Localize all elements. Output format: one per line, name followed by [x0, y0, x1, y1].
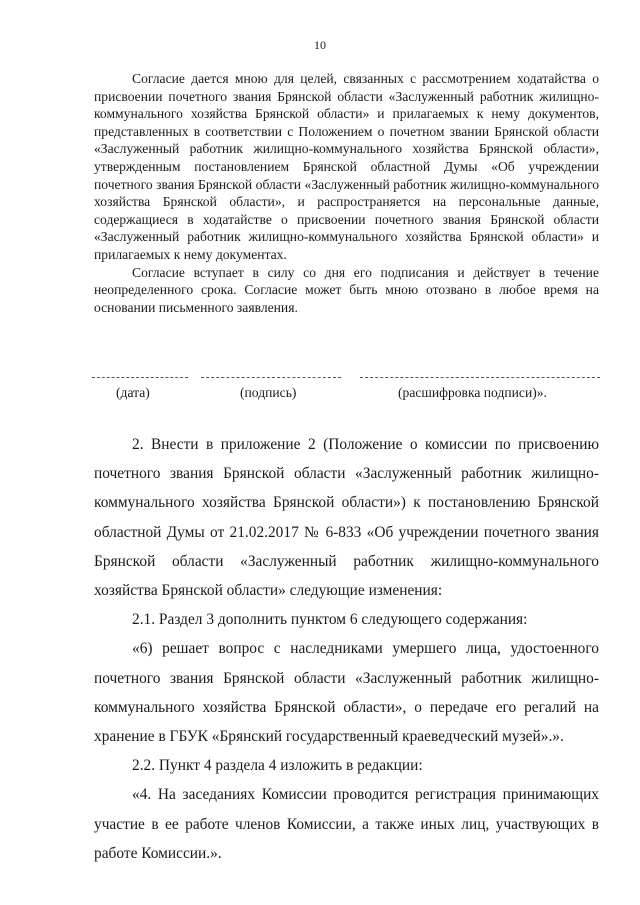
page-number: 10	[314, 38, 326, 52]
decryption-blank-line	[360, 377, 600, 378]
consent-paragraph-purpose: Согласие дается мною для целей, связанных с рассмотрением ходатайства о присвоении почетного звания Брянской области «Заслуженный работник жилищно-коммунального хозяйства Брянской области» и прилагаемых к нему документов, представленных в соответствии с Положением о почетном звании Брянской области «Заслуженный работник жилищно-коммунального хозяйства Брянской области», утвержденным постановлением Брянской областной Думы «Об учреждении почетного звания Брянской области «Заслуженный работник жилищно-коммунального хозяйства Брянской области», и распространяется на персональные данные, содержащиеся в ходатайстве о присвоении почетного звания Брянской области «Заслуженный работник жилищно-коммунального хозяйства Брянской области» и прилагаемых к нему документах.	[94, 71, 599, 262]
amendment-item-2: 2. Внести в приложение 2 (Положение о комиссии по присвоению почетного звания Брянской области «Заслуженный работник жилищно-коммунального хозяйства Брянской области») к постановлению Брянской областной Думы от 21.02.2017 № 6-833 «Об учреждении почетного звания Брянской области «Заслуженный работник жилищно-коммунального хозяйства Брянской области» следующие изменения:	[94, 436, 599, 600]
amendment-item-2-1-text: «6) решает вопрос с наследниками умершего лица, удостоенного почетного звания Брянской области «Заслуженный работник жилищно-коммунального хозяйства Брянской области», о передаче его регалий на хранение в ГБУК «Брянский государственный краеведческий музей».».	[94, 640, 599, 746]
decryption-caption: (расшифровка подписи)».	[398, 385, 547, 400]
date-caption: (дата)	[116, 385, 150, 400]
amendments-section	[94, 430, 599, 868]
date-blank-line	[92, 377, 188, 378]
amendment-item-2-1: 2.1. Раздел 3 дополнить пунктом 6 следующего содержания:	[132, 611, 528, 629]
amendment-item-2-2-text: «4. На заседаниях Комиссии проводится регистрация принимающих участие в ее работе членов Комиссии, а также иных лиц, участвующих в работе Комиссии.».	[94, 786, 599, 862]
consent-section	[94, 70, 599, 316]
consent-paragraph-validity: Согласие вступает в силу со дня его подписания и действует в течение неопределенного срока. Согласие может быть мною отозвано в любое время на основании письменного заявления.	[94, 264, 599, 315]
amendment-item-2-2: 2.2. Пункт 4 раздела 4 изложить в редакции:	[132, 757, 423, 775]
signature-blank-line	[201, 377, 341, 378]
signature-caption: (подпись)	[240, 385, 297, 400]
